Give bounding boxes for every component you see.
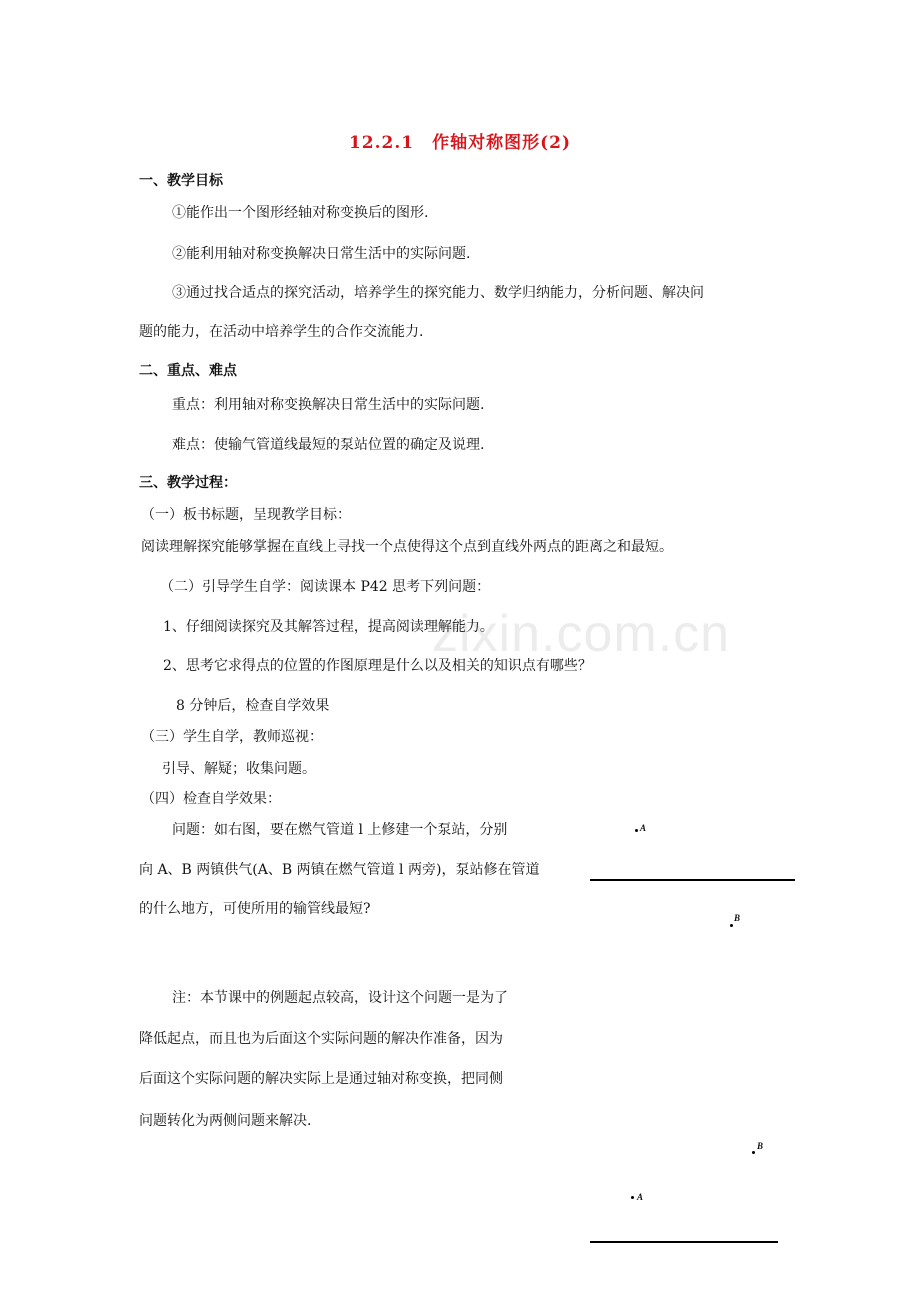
point-b-dot xyxy=(752,1151,755,1154)
point-a-dot xyxy=(631,1196,634,1199)
problem-line-3: 的什么地方，可使所用的输管线最短? xyxy=(139,901,371,917)
page-title: 12.2.1 作轴对称图形(2) xyxy=(348,133,572,153)
section-heading-key-points: 二、重点、难点 xyxy=(139,363,237,379)
problem-line-2: 向 A、B 两镇供气(A、B 两镇在燃气管道 l 两旁)，泵站修在管道 xyxy=(139,862,540,878)
point-b-dot xyxy=(730,924,733,927)
goal-item-3-line2: 题的能力，在活动中培养学生的合作交流能力. xyxy=(139,324,424,340)
process-step-1-detail: 阅读理解探究能够掌握在直线上寻找一个点使得这个点到直线外两点的距离之和最短。 xyxy=(141,539,673,555)
section-heading-goals: 一、教学目标 xyxy=(139,173,223,189)
note-line-1: 注：本节课中的例题起点较高，设计这个问题一是为了 xyxy=(172,990,508,1006)
process-step-4: （四）检查自学效果： xyxy=(141,791,281,807)
process-step-3-detail: 引导、解疑；收集问题。 xyxy=(162,761,316,777)
note-line-2: 降低起点，而且也为后面这个实际问题的解决作准备，因为 xyxy=(139,1031,503,1047)
point-a-dot xyxy=(635,829,638,832)
pipeline-line xyxy=(590,1241,778,1243)
process-question-2: 2、思考它求得点的位置的作图原理是什么以及相关的知识点有哪些？ xyxy=(163,658,592,674)
key-point: 重点：利用轴对称变换解决日常生活中的实际问题. xyxy=(172,397,485,413)
process-step-2: （二）引导学生自学：阅读课本 P42 思考下列问题： xyxy=(160,579,491,595)
problem-line-1: 问题：如右图，要在燃气管道 l 上修建一个泵站，分别 xyxy=(172,822,508,838)
process-step-1: （一）板书标题，呈现教学目标： xyxy=(141,507,351,523)
pipeline-line xyxy=(590,879,795,881)
goal-item-2: ②能利用轴对称变换解决日常生活中的实际问题. xyxy=(172,246,471,262)
process-timer-note: 8 分钟后，检查自学效果 xyxy=(176,698,330,714)
section-heading-process: 三、教学过程： xyxy=(139,475,237,491)
note-line-3: 后面这个实际问题的解决实际上是通过轴对称变换，把同侧 xyxy=(139,1071,503,1087)
goal-item-1: ①能作出一个图形经轴对称变换后的图形. xyxy=(172,205,429,221)
note-line-4: 问题转化为两侧问题来解决. xyxy=(139,1113,312,1129)
point-a-label: A xyxy=(637,1192,644,1202)
point-a-label: A xyxy=(640,823,647,833)
point-b-label: B xyxy=(734,913,741,923)
goal-item-3-line1: ③通过找合适点的探究活动，培养学生的探究能力、数学归纳能力，分析问题、解决问 xyxy=(172,285,704,301)
process-question-1: 1、仔细阅读探究及其解答过程，提高阅读理解能力。 xyxy=(163,619,494,635)
watermark: zixin.com.cn xyxy=(432,605,731,663)
difficult-point: 难点：使输气管道线最短的泵站位置的确定及说理. xyxy=(172,437,485,453)
point-b-label: B xyxy=(757,1141,764,1151)
process-step-3: （三）学生自学，教师巡视： xyxy=(141,729,323,745)
